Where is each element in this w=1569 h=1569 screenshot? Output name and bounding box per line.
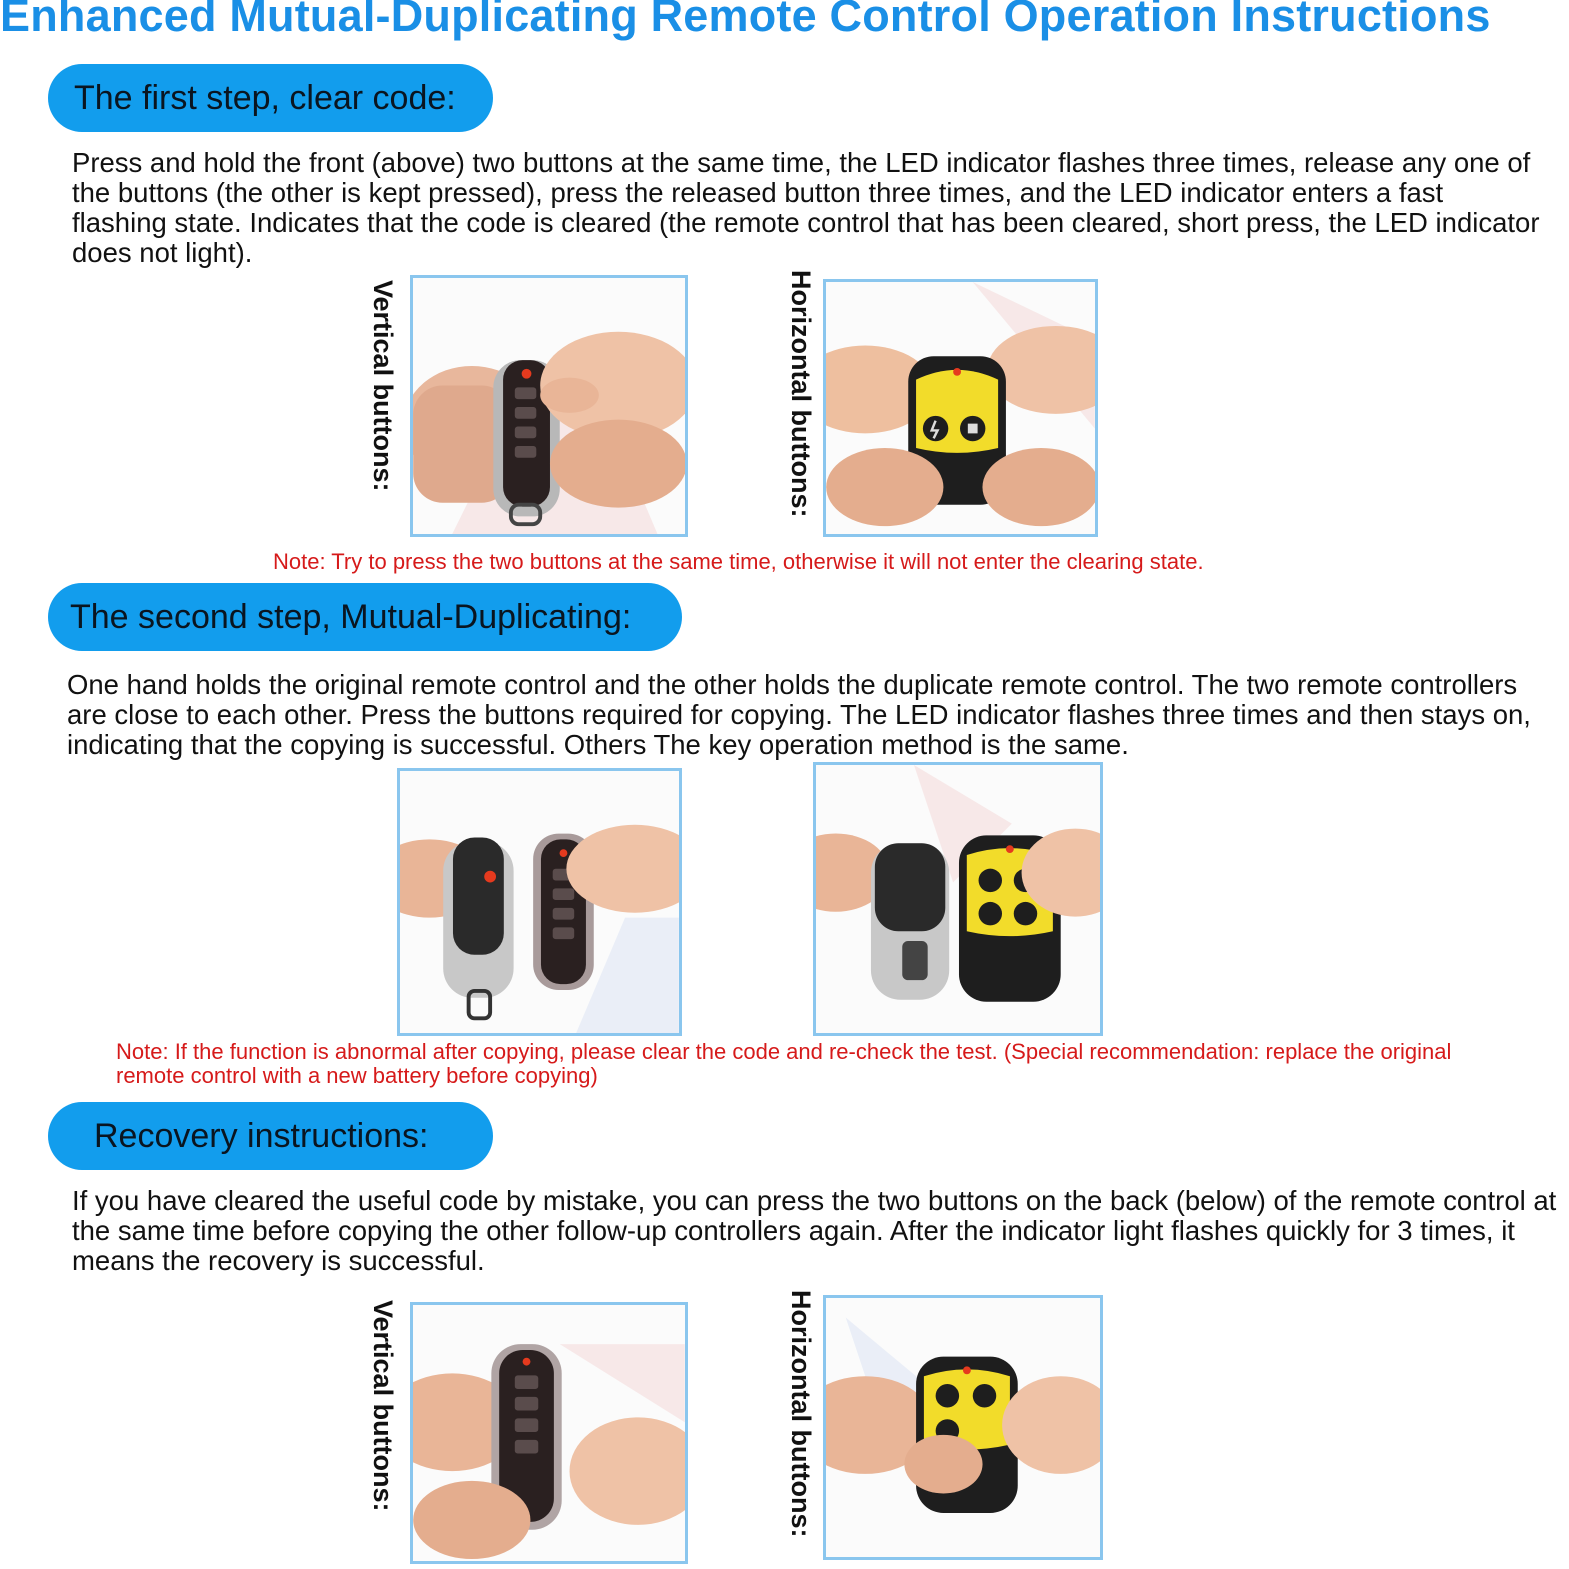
recovery-heading	[48, 1102, 493, 1170]
horizontal-remote-illustration	[826, 282, 1095, 534]
vertical-remote-illustration	[413, 278, 685, 534]
vertical-remote-back-illustration	[413, 1305, 685, 1561]
step1-heading-text: The first step, clear code:	[74, 79, 456, 117]
step2-note: Note: If the function is abnormal after copying, please clear the code and re-check the test. (Special recommendation: replace the original remote control with a new battery before copying)	[116, 1039, 1452, 1088]
recovery-photo-horizontal-remote	[823, 1295, 1103, 1560]
recovery-photo-vertical-remote	[410, 1302, 688, 1564]
step2-instructions: One hand holds the original remote control and the other holds the duplicate remote control. The two remote controllers are close to each other. Press the buttons required for copying. The LED indicator flashes three times and then stays on, indicating that the copying is successful. Others The key operation method is the same.	[67, 669, 1531, 760]
step1-photo-horizontal-remote	[823, 279, 1098, 537]
recovery-label-horizontal: Horizontal buttons:	[786, 1290, 816, 1538]
step1-note: Note: Try to press the two buttons at the same time, otherwise it will not enter the clearing state.	[273, 549, 1204, 574]
step1-heading	[48, 64, 493, 132]
recovery-heading-text: Recovery instructions:	[94, 1117, 429, 1155]
recovery-label-vertical: Vertical buttons:	[368, 1300, 398, 1512]
step2-photo-horizontal-remotes	[813, 762, 1103, 1036]
step2-heading	[48, 583, 682, 651]
step1-label-vertical: Vertical buttons:	[368, 280, 398, 492]
page-title: Enhanced Mutual-Duplicating Remote Control Operation Instructions	[0, 0, 1491, 41]
step1-instructions: Press and hold the front (above) two buttons at the same time, the LED indicator flashes three times, release any one of the buttons (the other is kept pressed), press the released button three times, and the LED indicator enters a fast flashing state. Indicates that the code is cleared (the remote control that has been cleared, short press, the LED indicator does not light).	[72, 147, 1540, 268]
recovery-instructions: If you have cleared the useful code by mistake, you can press the two buttons on the back (below) of the remote control at the same time before copying the other follow-up controllers again. After the indicator light flashes quickly for 3 times, it means the recovery is successful.	[72, 1185, 1557, 1276]
step2-heading-text: The second step, Mutual-Duplicating:	[70, 598, 632, 636]
step2-photo-vertical-remotes	[397, 768, 682, 1036]
two-vertical-remotes-illustration	[400, 771, 679, 1033]
step1-photo-vertical-remote	[410, 275, 688, 537]
horizontal-remote-back-illustration	[826, 1298, 1100, 1557]
two-horizontal-remotes-illustration	[816, 765, 1100, 1033]
step1-label-horizontal: Horizontal buttons:	[786, 270, 816, 518]
